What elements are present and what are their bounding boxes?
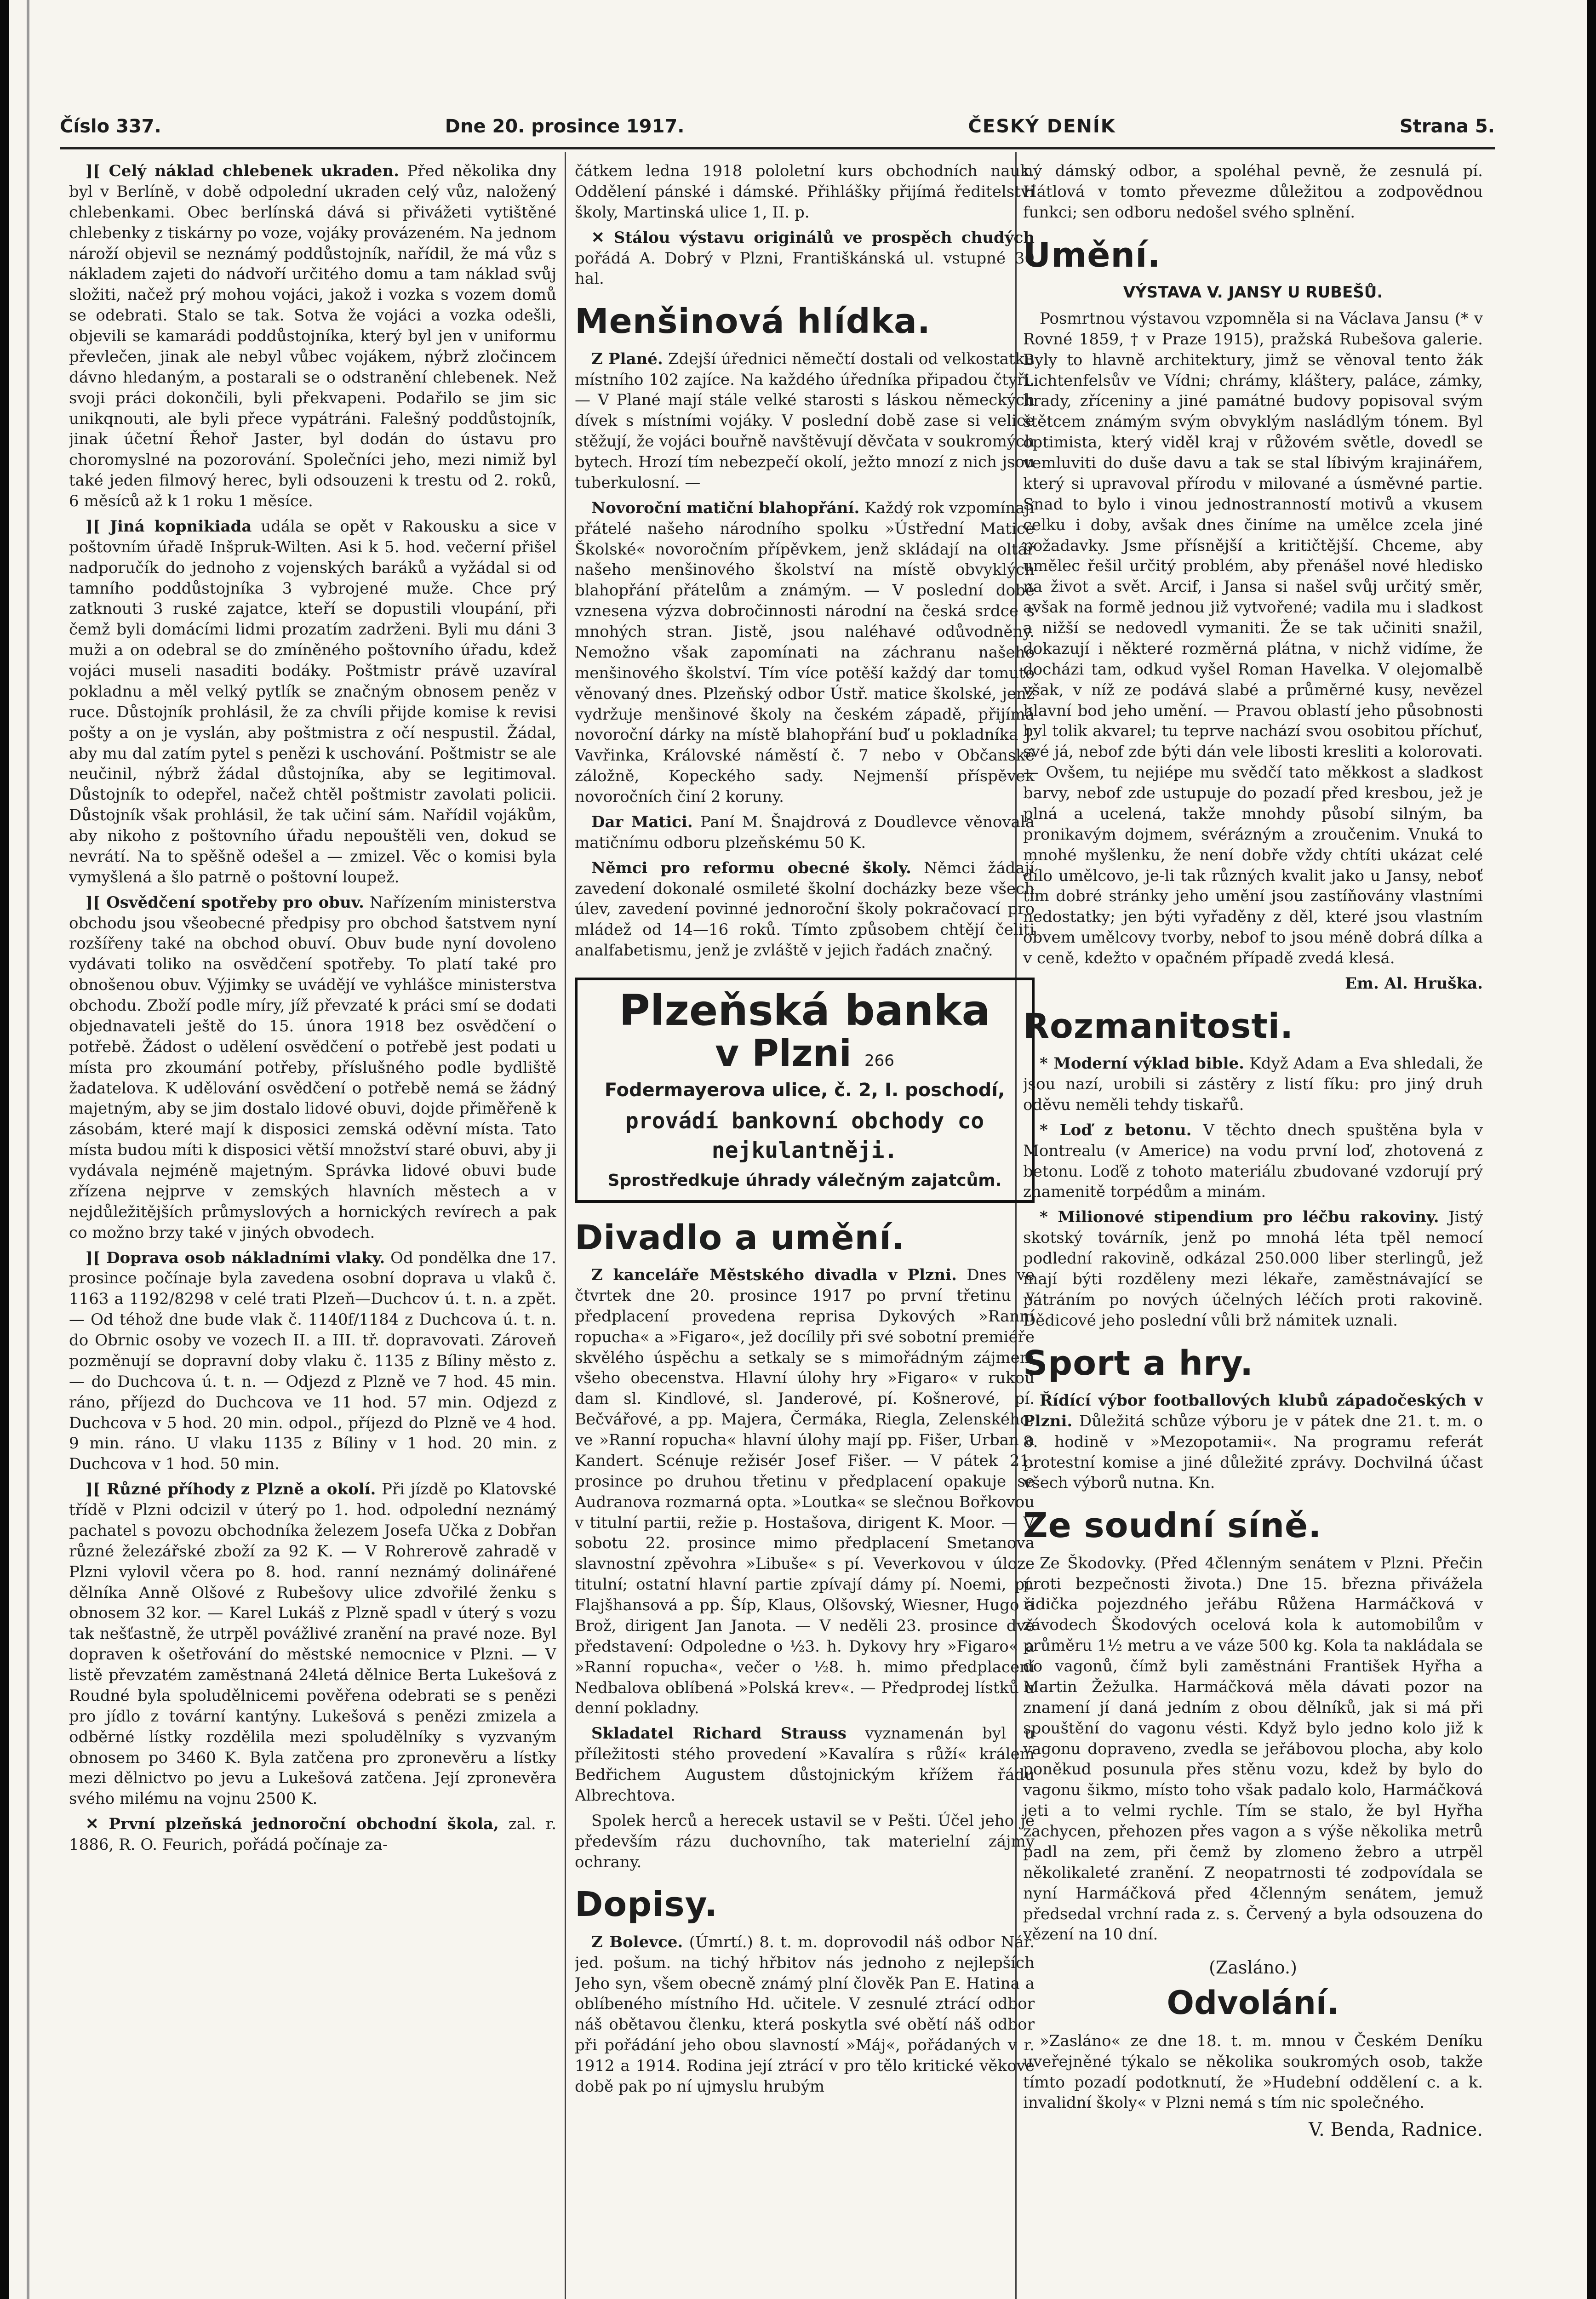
article-text: Jistý skotský továrník, jenž po mnohá léta tpěl nemocí podlední rakovině, odkázal 250.000 liber sterlingů, jež mají býti rozděleny mezi lékaře, zaměstnávající se pátráním po nových účelných léčích proti rakovině. Dědicové jeho poslední vůli brž námitek uznali.: [1023, 1208, 1483, 1330]
issue-number: Číslo 337.: [60, 116, 161, 137]
article: [575, 1932, 1035, 2097]
ad-code: 266: [864, 1051, 894, 1070]
ad-bank-city: v Plzni 266: [715, 1031, 894, 1075]
section-heading-court: Ze soudní síně.: [1023, 1506, 1322, 1546]
article: [1023, 1207, 1483, 1331]
article-text: Od pondělka dne 17. prosince počínaje byla zavedena osobní doprava u vlaků č. 1163 a 1192/8298 v celé trati Plzeň—Duchcov ú. t. n. a zpět. — Od téhož dne bude vlak č. 1140f/1184 z Duchcova ú. t. n. do Obrnic osoby ve vozech II. a III. tř. dopravovati. Zároveň pozměnují se dopravní doby vlaku č. 1135 z Bíliny město z. — do Duchcova ú. t. n. — Odjezd z Plzně ve 7 hod. 45 min. ráno, příjezd do Duchcova ve 11 hod. 57 min. Odjezd z Duchcova v 5 hod. 20 min. odpol., příjezd do Plzně ve 4 hod. 9 min. ráno. U vlaku 1135 z Bíliny v 1 hod. 20 min. z Duchcova v 1 hod. 50 min.: [69, 1248, 556, 1474]
article: [1023, 1390, 1483, 1493]
article: [69, 1248, 556, 1475]
ad-services-2: Sprostředkuje úhrady válečným zajatcům.: [607, 1171, 1002, 1190]
column-rule: [565, 152, 566, 2299]
article-text: V těchto dnech spuštěna byla v Montrealu (v Americe) na vodu první loď, zhotovená z betonu. Loďě z tohoto materiálu zbudované vzdorují prý znamenitě torpédům a minám.: [1023, 1121, 1483, 1201]
page-number: Strana 5.: [1399, 116, 1495, 137]
article-lead: Dar Matici.: [591, 812, 693, 831]
bank-advertisement: [575, 978, 1035, 1203]
section-heading-sport: Sport a hry.: [1023, 1343, 1254, 1383]
article: [575, 1265, 1035, 1719]
article: [575, 858, 1035, 961]
article-lead: Z kanceláře Městského divadla v Plzni.: [591, 1266, 957, 1285]
article: [1023, 1120, 1483, 1203]
section-heading-art: Umění.: [1023, 235, 1161, 275]
page-margin-line: [27, 0, 29, 2299]
article: [69, 161, 556, 512]
article-text: udála se opět v Rakousku a sice v poštovním úřadě Inšpruk-Wilten. Asi k 5. hod. večerní přišel nadporučík do jednoho z vojenských baráků a vyžádal si od tamního poddůstojníka 3 vybrojené muže. Chce prý zatknouti 3 ruské zajatce, kteří se dopustili vloupání, při čemž byli domácími lidmi prozatím zadrženi. Byli mu dáni 3 muži a on odebral se do zmíněného poštovního úřadu, kdež vojáci museli nasaditi bodáky. Poštmistr právě uzavíral pokladnu a měl velký pytlík se značným obnosem peněz v ruce. Důstojník prohlásil, že za chvíli přijde komise k revisi pošty a on je vyslán, aby poštmistra z očí nespustil. Žádal, aby mu dal zatím pytel s penězi k uschování. Poštmistr se ale neučinil, nýbrž žádal důstojníka, aby se legitimoval. Důstojník to odepřel, načež chtěl poštmistr zavolati policii. Důstojník však prohlásil, že tak učiní sám. Nařídil vojákům, aby nikoho z poštovního úřadu nepouštěli ven, dokud se nevrátí. Na to spěšně odešel a — zmizel. Věc o komisi byla vymyšlená a šlo patrně o poštovní loupež.: [69, 517, 556, 886]
ad-address: Fodermayerova ulice, č. 2, I. poschodí,: [604, 1079, 1005, 1101]
notice-title: Odvolání.: [1167, 1984, 1339, 2022]
article-text: Němci žádají zavedení dokonalé osmileté školní docházky beze všech úlev, zavedení povinné jednoroční školy pokračovací pro mládež od 14—16 roků. Tímto způsobem chtějí čeliti analfabetismu, jenž je zvláště v jejich řadách značný.: [575, 858, 1035, 960]
scan-edge-right: [1587, 0, 1596, 2299]
section-subheading: VÝSTAVA V. JANSY U RUBEŠŮ.: [1123, 283, 1383, 302]
article-text: Posmrtnou výstavou vzpomněla si na Václava Jansu (* v Rovné 1859, † v Praze 1915), pražská Rubešova galerie. Byly to hlavně architektury, jimž se věnoval tento žák Lichtenfelsův ve Vídni; chrámy, kláštery, paláce, zámky, hrady, zříceniny a jiné památné budovy popisoval svým štětcem známým svým obvyklým nasládlým tónem. Byl optimista, který viděl kraj v růžovém světle, dovedl se vemluviti do duše davu a tak se stal líbivým krajinářem, který si upravoval přírodu v milované a úsměvné partie. Snad to bylo i vinou jednostranností motivů a vkusem celku i doby, avšak dnes činíme na umělce zcela jiné požadavky. Jsme přísnější a kritičtější. Chceme, aby umělec řešil určitý problém, aby přenášel nové hledisko na život a svět. Arcif, i Jansa si našel svůj určitý směr, avšak na formě jednou již vytvořené; vadila mu i sladkost a nižší se nedovedl vymaniti. Že se tak učiniti snažil, dokazují i některé rozměrná plátna, v nichž vidíme, že docházi tam, odkud vyšel Roman Havelka. V olejomalbě však, v níž ze podává slabé a průměrné kusy, nevězel hlavní bod jeho umění. — Pravou oblastí jeho působnosti byl tolik akvarel; tu teprve nachází svou osobitou příchuť, své já, nebof zde býti dán vele libosti kresliti a kolorovati. — Ovšem, tu nejiépe mu svědčí tato měkkost a sladkost barvy, nebof zde ustupuje do pozadí před kresbou, jež je plná a ucelená, takže mnohdy působí silným, ba pronikavým dojmem, svérázným a zroučenim. Vnuká to mnohé myšlenku, že není dobře vždy chtíti ukázat celé dílo umělcovo, je-li tak různých kvalit jako u Jansy, neboť tím dobré stránky jeho umění jsou zastíňovány vlastními nedostatky; jen býti vyřaděny z děl, které jsou vlastním obvem umělcovy tvorby, nebof to jsou méně dobrá dílka a v ceně, kdežto v opačném případě zvedá klesá.: [1023, 309, 1483, 968]
article-lead: * Loď z betonu.: [1040, 1121, 1192, 1139]
article-text: vyznamenán byl u příležitosti stého provedení »Kavalíra s růží« králem Bedřichem Augustem důstojnickým křížem řádu Albrechtova.: [575, 1724, 1035, 1805]
article-continuation: čátkem ledna 1918 pololetní kurs obchodních nauk. Oddělení pánské i dámské. Přihlášky přijímá ředitelství školy, Martinská ulice 1, II. p.: [575, 162, 1035, 222]
ad-services: provádí bankovní obchody co nejkulantněji.: [625, 1108, 984, 1163]
article: [1023, 1553, 1483, 1945]
article-text: Ze Škodovky. (Před 4členným senátem v Plzni. Přečin proti bezpečnosti života.) Dne 15. března přivážela řidička pojezdného jeřábu Růžena Harmáčková v závodech Škodových ocelová kola k automobilům v průměru 1½ metru a ve váze 500 kg. Kola ta nakládala se do vagonů, čímž byli zaměstnáni František Hyřha a Martin Žežulka. Harmáčková měla dávati pozor na znamení jí daná jedním z obou dělníků, jak si má při spouštění do vagonu vésti. Když bylo jedno kolo již k vagonu dopraveno, zvedla se jeřábovou plocha, aby kolo poněkud posunula přes stěnu vozu, kdež by bylo do vagonu šikmo, místo toho však padalo kolo, Harmáčková jeti a to velmi rychle. Tím se stalo, že byl Hyřha zachycen, přehozen přes vagon a s výše několika metrů padl na zem, při čemž by zlomeno žebro a utrpěl několikaleté zranění. Z neopatrnosti té zodpovídala se nyní Harmáčková před 4členným senátem, jemuž předsedal vrchní rada z. s. Červený a byla odsouzena do vězení na 10 dní.: [1023, 1554, 1483, 1944]
article: [575, 1811, 1035, 1873]
article-lead: Němci pro reformu obecné školy.: [591, 858, 911, 877]
article-lead: Z Plané.: [591, 349, 663, 368]
article-lead: Řídící výbor footballových klubů západočeských v Plzni.: [1023, 1391, 1483, 1430]
section-heading-theatre: Divadlo a umění.: [575, 1218, 905, 1258]
article-text: Při jízdě po Klatovské třídě v Plzni odcizil v úterý po 1. hod. odpolední neznámý pachatel s povozu obchodníka železem Josefa Učka z Dobřan různé železářské zboží za 92 K. — V Rohrerově zahradě v Plzni vylovil včera po 8. hod. ranní neznámý dolinářené dělníka Anně Olšové z Rubešovy ulice zdvořilé ženku s obnosem 32 kor. — Karel Lukáš z Plzně spadl v úterý s vozu tak nešťastně, že utrpěl povážlivé zranění na pravé noze. Byl dopraven k ošetřování do městské nemocnice v Plzni. — V listě převzatém zaměstnaná 24letá dělnice Berta Lukešová z Roudné byla spoludělnicemi pověřena odebrati se s penězi pro jídlo z tovární kantýny. Lukešová s penězi zmizela a odběrné lístky rozdělila mezi spoludělníky s vyzvaným obnosem po 3460 K. Byla zatčena pro zpronevěru a lístky mezi dělnictvo po jevu a Lukešová zatčena. Její zpronevěra svého milému na vojnu 2500 K.: [69, 1480, 556, 1808]
article: [575, 1723, 1035, 1806]
article: [69, 516, 556, 888]
article: [69, 892, 556, 1243]
article-lead: Skladatel Richard Strauss: [591, 1724, 847, 1743]
section-heading-letters: Dopisy.: [575, 1885, 718, 1925]
section-heading-minority-watch: Menšinová hlídka.: [575, 302, 931, 342]
article-lead: * Milionové stipendium pro léčbu rakoviny.: [1040, 1208, 1439, 1227]
column-3: [1023, 161, 1483, 2299]
article-text: Před několika dny byl v Berlíně, v době odpolední ukraden celý vůz, naložený chlebenkami. Obec berlínská dává si přivážeti vytištěné chlebenky z tiskárny po voze, vojáky provázeném. Na jednom nároží objevil se neznámý poddůstojník, nařídil, že má vůz s nákladem zajeti do nádvoří určitého domu a tam náklad svůj složiti, načež prý mohou vojáci, jakož i vozka s vozem domů se odebrati. Stalo se tak. Sotva že vojáci a vozka odešli, objevili se kamarádi poddůstojníka, který byl jen v uniformu převlečen, jinak ale nebyl vůbec vojákem, nýbrž zločincem dávno hledaným, a postarali se o odstranění chlebenek. Než svoji práci dokončili, byli překvapeni. Podařilo se jim sic unikqnouti, ale byli přece vypátráni. Falešný poddůstojník, jinak účetní Řehoř Jaster, byl dodán do ústavu pro choromyslné na pozorování. Společníci jeho, mezi nimiž byl také jeden filmový herec, byli odsouzeni k trestu od 2. roků, 6 měsíců až k 1 roku 1 měsíce.: [69, 162, 556, 510]
article-text: (Úmrtí.) 8. t. m. doprovodil náš odbor Nár. jed. pošum. na tichý hřbitov nás jednoho z nejlepších Jeho syn, všem obecně známý plní člověk Pan E. Hatina a oblíbeného místního Hd. učitele. V zesnulé ztrácí odbor náš obětavou členku, která poskytla své obětí náš odbor při pořádání jeho obou slavností »Máj«, pořádaných v r. 1912 a 1914. Rodina její ztrácí v pro tělo kritické věkové době pak po ní ujmyslu hrubým: [575, 1933, 1035, 2096]
issue-date: Dne 20. prosince 1917.: [445, 116, 685, 137]
article-text: Dnes ve čtvrtek dne 20. prosince 1917 po první třetinu v předplacení provedena reprisa Dykových »Ranní ropucha« a »Figaro«, jež docílily při své sobotní premiéře skvělého úspěchu a setkaly se s mimořádným zájmem všeho obecenstva. Hlavní úlohy hry »Figaro« v rukou dam sl. Kindlové, sl. Janderové, pí. Košnerové, pí. Bečvářové, a pp. Majera, Čermáka, Riegla, Zelenského; ve »Ranní ropucha« hlavní úlohy mají pp. Fišer, Urban a Kandert. Scénuje režisér Josef Fišer. — V pátek 21. prosince po druhou třetinu v předplacení opakuje se Audranova rozmarná opta. »Loutka« se slečnou Bořkovou v titulní partii, režie p. Hostašova, dirigent K. Moor. — V sobotu 22. prosince mimo předplacení Smetanova slavnostní zpěvohra »Libuše« s pí. Veverkovou v úloze titulní; ostatní hlavní partie zpívají dámy pí. Noemi, pí. Flajšhansová a pp. Šíp, Klaus, Olšovský, Wiesner, Hugo a Brož, dirigent Jan Janota. — V neděli 23. prosince dvě představení: Odpoledne o ½3. h. Dykovy hry »Figaro« a »Ranní ropucha«, večer o ½8. h. mimo předplacení Nedbalova oblíbená »Polská krev«. — Předprodej lístků u denní pokladny.: [575, 1266, 1035, 1718]
article-continuation: ný dámský odbor, a spoléhal pevně, že zesnulá pí. Hátlová v tomto převezme důležitou a zodpovědnou funkci; sen odboru nedošel svého splnění.: [1023, 162, 1483, 222]
article-text: Každý rok vzpomínají přátelé našeho národního spolku »Ústřední Matice Školské« novoročním přípěvkem, jenž skládají na oltář našeho menšinového školství na místě obvyklých blahopřání přátelům a známým. — V poslední době vznesena výzva dobročinnosti národní na česká srdce s mnohých stran. Jistě, jsou naléhavé odůvodněny. Nemožno však zapomínati na záchranu našeho menšinového školství. Tím více potěší každý dar tomuto věnovaný dnes. Plzeňský odbor Ústř. matice školské, jenž vydržuje menšinové školy na českém západě, přijímá novoroční dárky na místě blahopřání buď u pokladníka J. Vavřinka, Královské náměstí č. 7 nebo v Občanské záložně, Kopeckého sady. Nejmenší příspěvek novoročních činí 2 koruny.: [575, 498, 1035, 806]
column-2: [575, 161, 1035, 2299]
article: [575, 498, 1035, 807]
article-text: Nařízením ministerstva obchodu jsou všeobecné předpisy pro obchod šatstvem nyní rozšířeny také na obchod obuví. Obuv bude nyní dovoleno vydávati toliko na osvědčení spotřeby. To platí také pro obnošenou obuv. Výjimky se uvádějí ve vyhlášce ministerstva obchodu. Zboží podle míry, jíž převzaté k práci smí se dodati objednavateli ještě do 15. února 1918 bez osvědčení o potřebě. Žádost o udělení osvědčení o potřebě jest podati u místa pro zkoumání potřeby, příslušného podle bydliště žadatelova. K udělování osvědčení o potřebě nemá se žádný majetným, aby se jim dostalo lidové obuvi, dojde přiměřeně k zásobám, které mají k disposici zemská oděvní místa. Tato místa budou míti k disposici větší množství staré obuvi, aby ji vydávala nejméně majetným. Správka lidové obuvi bude zřízena nejprve v zemských hlavních městech a v nejdůležitějších průmyslových a hornických revírech a pak co možno brzy také v jiných obvodech.: [69, 893, 556, 1242]
article: [575, 228, 1035, 290]
section-heading-miscellany: Rozmanitosti.: [1023, 1006, 1294, 1046]
newspaper-title: ČESKÝ DENÍK: [968, 116, 1116, 137]
article-lead: ][ Doprava osob nákladními vlaky.: [86, 1248, 385, 1267]
article-text: Zdejší úřednici němečtí dostali od velkostatku místního 102 zajíce. Na každého úředníka připadou čtyři. — V Plané mají stále velké starosti s láskou německých dívek s místními vojáky. V poslední době zase si velice stěžují, že vojáci bouřně navštěvují děvčata v soukromých bytech. Hrozí tím nebezpečí okolí, ježto mnozí z nich jsou tuberkulosní. —: [575, 349, 1035, 492]
column-1: [69, 161, 556, 2299]
article: [575, 812, 1035, 853]
article-text: pořádá A. Dobrý v Plzni, Františkánská ul. vstupné 30 hal.: [575, 249, 1035, 288]
article-lead: ✕ Stálou výstavu originálů ve prospěch chudých: [591, 228, 1035, 247]
page-header: [60, 106, 1495, 149]
article-text: Důležitá schůze výboru je v pátek dne 21. t. m. o 8. hodině v »Mezopotamii«. Na programu referát protestní komise a jiné důležité zprávy. Dochvilná účast všech výborů nutna. Kn.: [1023, 1412, 1483, 1493]
article: [69, 1814, 556, 1855]
article-text: Paní M. Šnajdrová z Doudlevce věnovala matičnímu odboru plzeňskému 50 K.: [575, 812, 1035, 852]
notice-label: (Zasláno.): [1209, 1957, 1297, 1978]
ad-bank-name: Plzeňská banka: [619, 986, 990, 1035]
article: [69, 1479, 556, 1809]
article-lead: Z Bolevce.: [591, 1933, 683, 1951]
article: [1023, 309, 1483, 969]
article-lead: * Moderní výklad bible.: [1040, 1054, 1244, 1073]
article-lead: ][ Jiná kopnikiada: [86, 517, 252, 536]
article-lead: ✕ První plzeňská jednoroční obchodní škola,: [86, 1815, 499, 1834]
article-text: Když Adam a Eva shledali, že jsou nazí, urobili si zástěry z listí fíku: pro jiný druh oděvu neměli tehdy tiskařů.: [1023, 1054, 1483, 1114]
article: [575, 349, 1035, 493]
notice-signature: V. Benda, Radnice.: [1309, 2119, 1483, 2141]
article-lead: ][ Osvědčení spotřeby pro obuv.: [86, 893, 364, 912]
article-lead: Novoroční matiční blahopřání.: [591, 498, 860, 517]
notice-text: »Zasláno« ze dne 18. t. m. mnou v Českém Deníku uveřejněné týkalo se několika soukromých osob, takže tímto pozadí podotknutí, že »Hudební oddělení c. a k. invalidní školy« v Plzni nemá s tím nic společného.: [1023, 2031, 1483, 2112]
article-signature: Em. Al. Hruška.: [1345, 974, 1483, 993]
scan-edge-left: [0, 0, 9, 2299]
article-lead: ][ Celý náklad chlebenek ukraden.: [86, 162, 399, 180]
article-lead: ][ Různé příhody z Plzně a okolí.: [86, 1480, 376, 1499]
article: [1023, 1053, 1483, 1115]
article-text: zal. r. 1886, R. O. Feurich, pořádá počínaje za-: [69, 1815, 556, 1854]
article-text: Spolek herců a herecek ustavil se v Pešti. Účel jeho je především rázu duchovního, tak materielní zájmy ochrany.: [575, 1811, 1035, 1871]
